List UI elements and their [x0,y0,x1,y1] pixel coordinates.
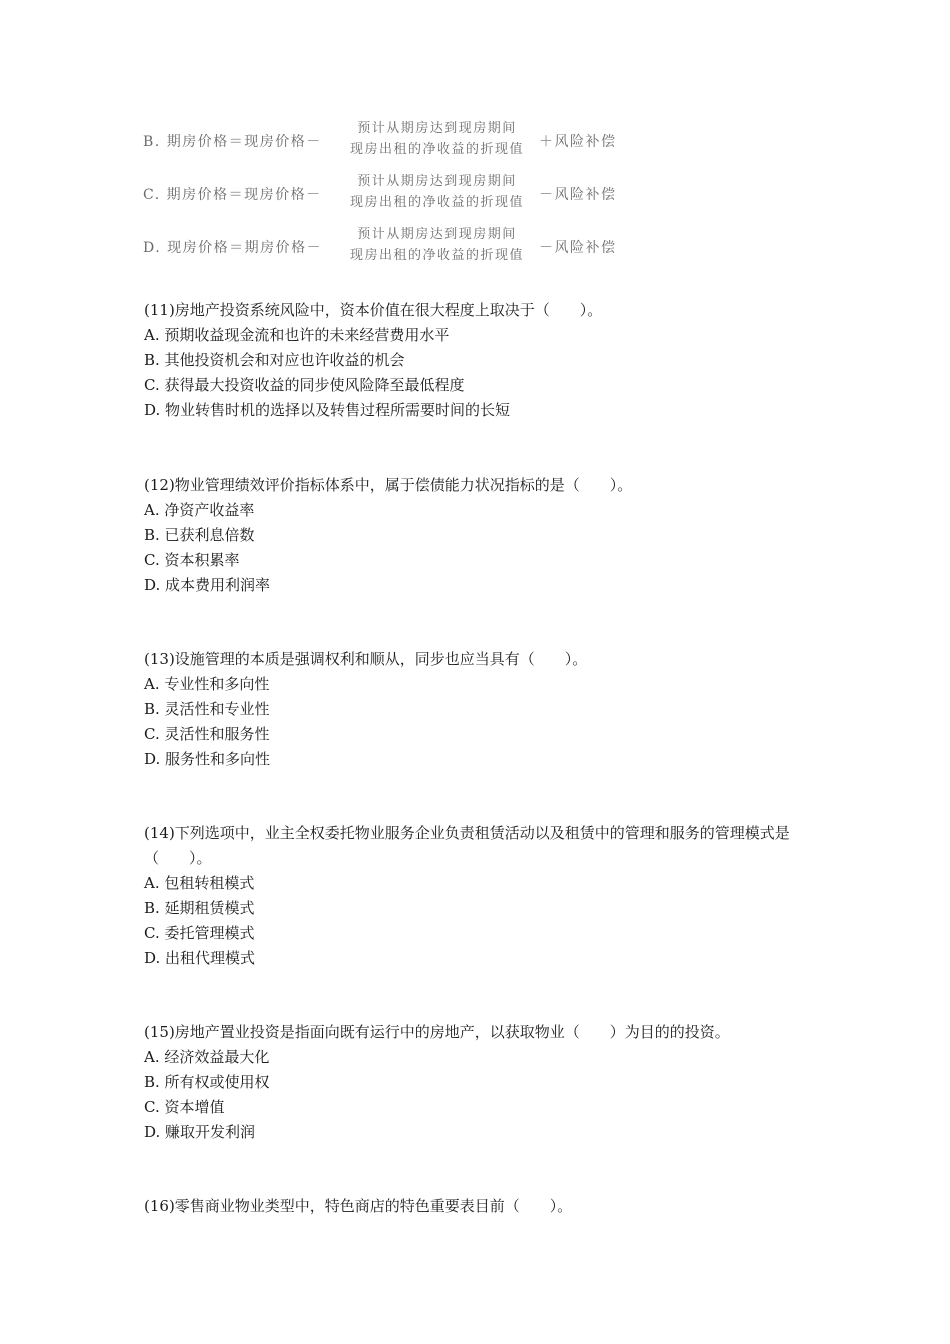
question-16 [144,1194,824,1219]
formula-denominator: 现房出租的净收益的折现值 [349,142,524,157]
question-12 [144,473,824,598]
formula-option-b [143,118,643,162]
question-14 [144,821,824,971]
option-b: B. 其他投资机会和对应也许收益的机会 [144,351,405,369]
option-d: D. 物业转售时机的选择以及转售过程所需要时间的长短 [144,401,511,419]
formula-tail: －风险补偿 [539,187,617,203]
question-stem: (15)房地产置业投资是指面向既有运行中的房地产，以获取物业（ ）为目的的投资。 [144,1023,730,1041]
formula-lead: C. 期房价格＝现房价格－ [143,187,322,203]
formula-denominator: 现房出租的净收益的折现值 [349,195,524,210]
question-stem: (14)下列选项中，业主全权委托物业服务企业负责租赁活动以及租赁中的管理和服务的管理模式是（ ）。 [144,824,790,867]
option-b: B. 延期租赁模式 [144,899,255,917]
option-a: A. 净资产收益率 [144,501,255,519]
formula-option-c [143,171,643,215]
option-d: D. 服务性和多向性 [144,750,271,768]
option-d: D. 赚取开发利润 [144,1123,256,1141]
question-stem: (12)物业管理绩效评价指标体系中，属于偿债能力状况指标的是（ ）。 [144,476,633,494]
option-b: B. 已获利息倍数 [144,526,255,544]
option-a: A. 包租转租模式 [144,874,255,892]
option-c: C. 灵活性和服务性 [144,725,270,743]
option-a: A. 专业性和多向性 [144,675,270,693]
question-stem: (11)房地产投资系统风险中，资本价值在很大程度上取决于（ ）。 [144,301,603,319]
formula-lead: B. 期房价格＝现房价格－ [143,134,322,150]
formula-option-d [143,224,643,268]
formula-denominator: 现房出租的净收益的折现值 [349,248,524,263]
option-d: D. 成本费用利润率 [144,576,271,594]
formula-fraction [339,224,535,266]
question-15 [144,1020,824,1145]
option-c: C. 资本增值 [144,1098,225,1116]
formula-tail: ＋风险补偿 [539,134,617,150]
formula-tail: －风险补偿 [539,240,617,256]
question-11 [144,298,824,423]
formula-lead: D. 现房价格＝期房价格－ [143,240,323,256]
option-c: C. 委托管理模式 [144,924,255,942]
question-stem: (13)设施管理的本质是强调权利和顺从，同步也应当具有（ ）。 [144,650,588,668]
option-a: A. 预期收益现金流和也许的未来经营费用水平 [144,326,450,344]
formula-fraction [339,118,535,160]
formula-numerator: 预计从期房达到现房期间 [357,227,517,242]
option-a: A. 经济效益最大化 [144,1048,270,1066]
formula-numerator: 预计从期房达到现房期间 [357,174,517,189]
question-stem: (16)零售商业物业类型中，特色商店的特色重要表目前（ ）。 [144,1197,573,1215]
option-c: C. 资本积累率 [144,551,240,569]
formula-fraction [339,171,535,213]
option-b: B. 所有权或使用权 [144,1073,270,1091]
option-b: B. 灵活性和专业性 [144,700,270,718]
option-d: D. 出租代理模式 [144,949,256,967]
option-c: C. 获得最大投资收益的同步使风险降至最低程度 [144,376,465,394]
formula-image [143,118,643,276]
question-13 [144,647,824,772]
formula-numerator: 预计从期房达到现房期间 [357,121,517,136]
